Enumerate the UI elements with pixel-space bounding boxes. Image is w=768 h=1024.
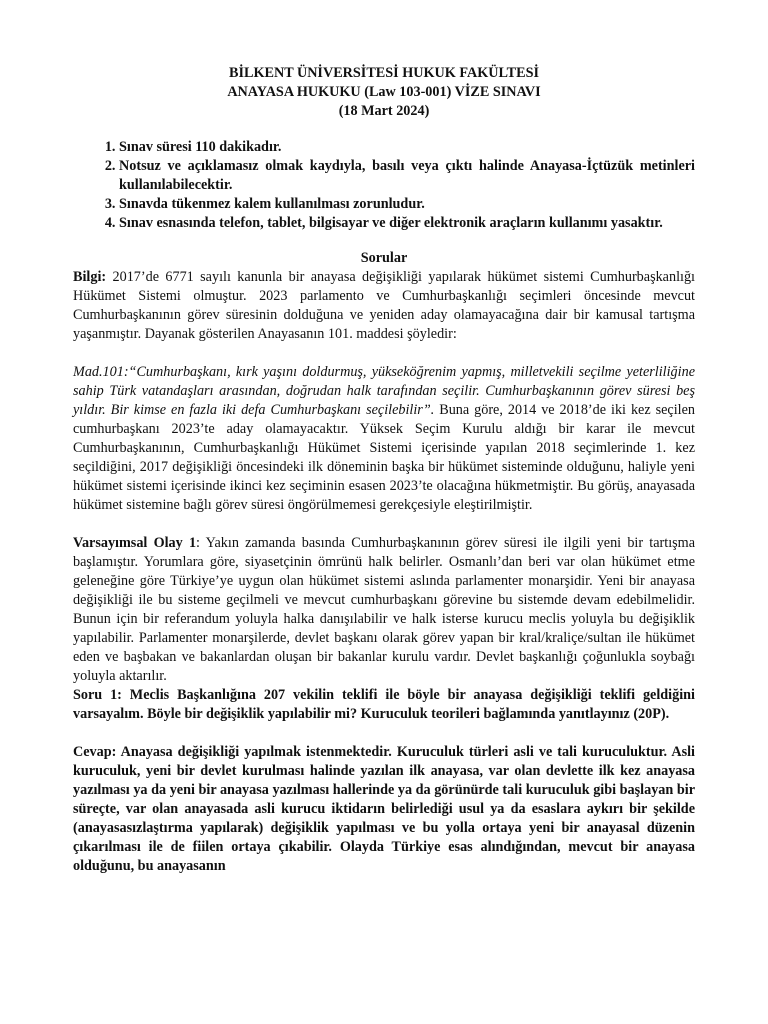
info-label: Bilgi: — [73, 269, 107, 285]
questions-heading: Sorular — [360, 250, 408, 266]
answer-paragraph: Cevap: Anayasa değişikliği yapılmak istenmektedir. Kuruculuk türleri asli ve tali kuruculuktur. Asli kuruculuk, yeni bir devlet kurulması halinde yazılan ilk anayasa, var olan devlette ilk kez anayasa yazılması ya da yeni bir anayasa yazılması hallerinde ya da görünürde tali kuruculuk gibi başlayan bir süreçte, var olan anayasada asli kurucu iktidarın belirlediği usul ya da esaslara aykırı bir şekilde (anayasasızlaştırma yapılarak) değişiklik yapılması ve bu yolla ortaya yeni bir anayasal düzenin çıkarılması ile de fiilen ortaya çıkabilir. Olayda Türkiye esas alındığından, mevcut bir anayasa olduğunu, bu anayasanın — [73, 744, 695, 874]
exam-rule: 1. Sınav süresi 110 dakikadır. — [119, 138, 695, 157]
scenario-label: Varsayımsal Olay 1 — [73, 535, 197, 551]
exam-rules-list — [73, 138, 695, 233]
article-quote: Mad.101:“Cumhurbaşkanı, kırk yaşını doldurmuş, yükseköğrenim yapmış, milletvekili seçilme yeterliliğine sahip Türk vatandaşları arasından, doğrudan halk tarafından seçilir. Cumhurbaşkanının görev süresi beş yıldır. Bir kimse en fazla iki defa Cumhurbaşkanı seçilebilir”. — [73, 364, 695, 418]
article-paragraph — [73, 363, 695, 515]
exam-date: (18 Mart 2024) — [338, 103, 430, 119]
info-text: 2017’de 6771 sayılı kanunla bir anayasa değişikliği yapılarak hükümet sistemi Cumhurbaşkanlığı Hükümet Sistemi olmuştur. 2023 parlamento ve Cumhurbaşkanlığı seçimleri öncesinde mevcut Cumhurbaşkanının görev süresinin dolduğuna ve yeniden aday olamayacağına dair bir kamusal tartışma yaşanmıştır. Dayanak gösterilen Anayasanın 101. maddesi şöyledir: — [73, 269, 695, 342]
course-exam-title: ANAYASA HUKUKU (Law 103-001) VİZE SINAVI — [227, 84, 541, 100]
scenario-text: : Yakın zamanda basında Cumhurbaşkanının görev süresi ile ilgili yeni bir tartışma başlamıştır. Yorumlara göre, siyasetçinin ömrünü halk belirler. Osmanlı’dan beri var olan hükümet etme geleneğine göre Türkiye’ye uygun olan hükümet sistemi aslında parlamenter monarşidir. Yeni bir anayasa değişikliği ile bu sisteme geçilmeli ve mevcut cumhurbaşkanı görevine bu sistemde devam edebilmelidir. Bunun için bir referandum yoluyla halka danışılabilir ve halk isterse kurucu meclis yoluyla bu değişiklik yapılabilir. Parlamenter monarşilerde, devlet başkanı olarak görev yapan bir kral/kraliçe/sultan ile hükümet eden ve başbakan ve bakanlardan oluşan bir bakanlar kurulu vardır. Devlet başkanlığı çoğunlukla soybağı yoluyla aktarılır. — [73, 535, 695, 684]
university-faculty-title: BİLKENT ÜNİVERSİTESİ HUKUK FAKÜLTESİ — [229, 65, 539, 81]
exam-header — [73, 64, 695, 121]
exam-rule: 3. Sınavda tükenmez kalem kullanılması zorunludur. — [119, 195, 695, 214]
article-commentary: Buna göre, 2014 ve 2018’de iki kez seçilen cumhurbaşkanı 2023’te aday olamayacaktır. Yüksek Seçim Kurulu aldığı bir karar ile mevcut Cumhurbaşkanının, Cumhurbaşkanlığı Hükümet Sistemi içerisinde yapılan 2018 seçimlerinde 1. kez seçildiğini, 2017 değişikliği öncesindeki ilk döneminin başka bir hükümet sisteminde olduğunu, haliyle yeni hükümet sistemi içerisinde ikinci kez seçiminin esasen 2023’te olacağına hükmetmiştir. Bu görüş, anayasada hükümet sistemine bağlı görev süresi öngörülmemesi gerekçesiyle eleştirilmiştir. — [73, 402, 695, 513]
info-paragraph — [73, 268, 695, 344]
question-1: Soru 1: Meclis Başkanlığına 207 vekilin teklifi ile böyle bir anayasa değişikliği teklifi geldiğini varsayalım. Böyle bir değişiklik yapılabilir mi? Kuruculuk teorileri bağlamında yanıtlayınız (20P). — [73, 687, 695, 722]
exam-rule: 4. Sınav esnasında telefon, tablet, bilgisayar ve diğer elektronik araçların kullanımı yasaktır. — [119, 214, 695, 233]
scenario-paragraph — [73, 534, 695, 686]
exam-page — [73, 64, 695, 876]
exam-rule: 2. Notsuz ve açıklamasız olmak kaydıyla, basılı veya çıktı halinde Anayasa-İçtüzük metinleri kullanılabilecektir. — [119, 157, 695, 195]
